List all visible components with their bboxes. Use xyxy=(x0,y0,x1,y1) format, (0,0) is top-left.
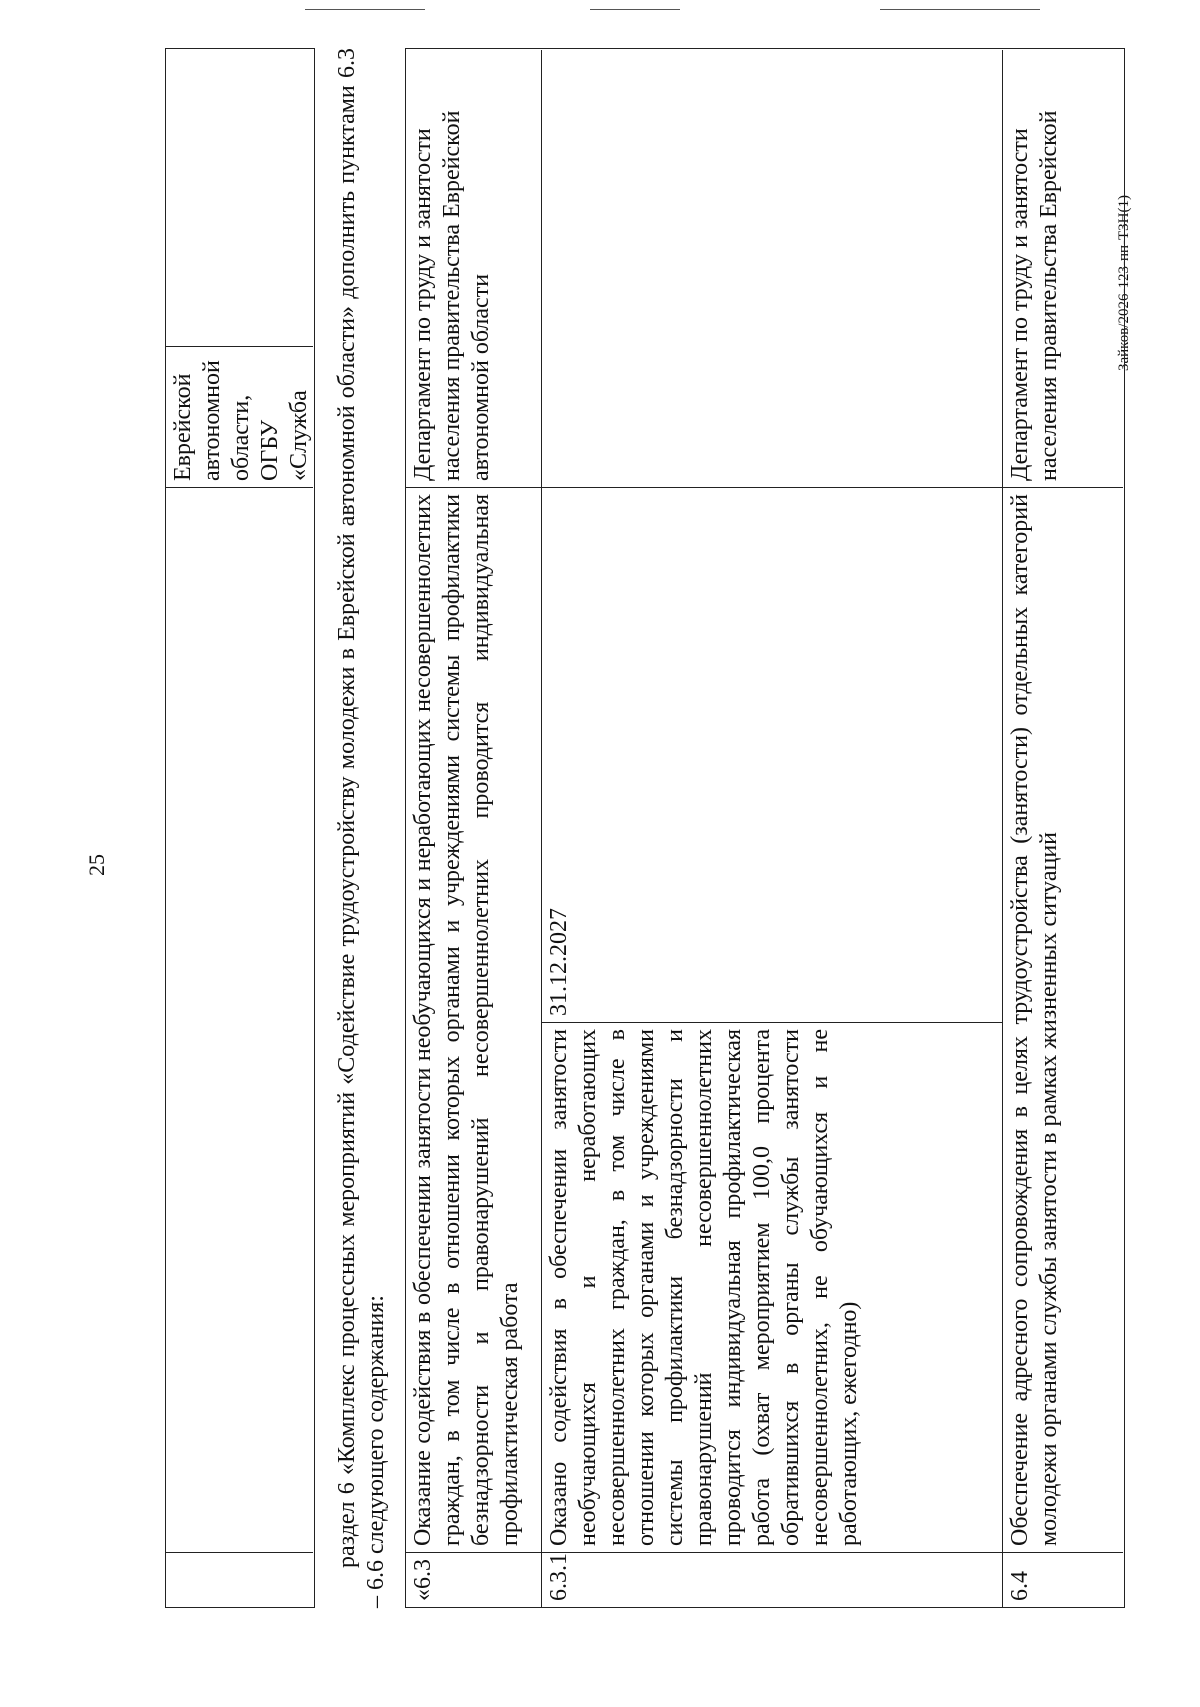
scan-edge-line xyxy=(880,9,1040,10)
scan-edge-line xyxy=(305,9,425,10)
row-6-3-1-date: 31.12.2027 xyxy=(542,487,1002,1022)
row-6-3-1-result: Оказано содействия в обеспечении занятости необучающихся и неработающих несовершеннолетних граждан, в том числе в отношении которых органами и учреждениями системы профилактики безнадзорности и правонарушений несовершеннолетних проводится индивидуальная профилактическая работа (охват мероприятием 100,0 процента обратившихся в органы службы занятости несовершеннолетних, не обучающихся и не работающих, ежегодно) xyxy=(542,1022,1002,1552)
row-6-4-title: Обеспечение адресного сопровождения в целях трудоустройства (занятости) отдельных категорий молодежи органами службы занятости в рамках жизненных ситуаций xyxy=(1003,487,1123,1552)
row-6-3-responsible: Департамент по труду и занятости населения правительства Еврейской автономной области xyxy=(410,110,494,481)
footer-code: Зайков/2026-123-пп-ТЗН(1) xyxy=(1116,195,1132,372)
top-table-cell-text xyxy=(166,487,313,1552)
top-table-org-text: Еврейской автономной области, ОГБУ «Служба xyxy=(170,360,312,481)
top-table-cell-org xyxy=(166,347,313,487)
rotated-content xyxy=(165,48,1125,1608)
intro-paragraph: раздел 6 «Комплекс процессных мероприятий «Содействие трудоустройству молодежи в Еврейской автономной области» дополнить пунктами 6.3 – 6.6 следующего содержания: xyxy=(334,48,389,1608)
row-6-4-num: 6.4 xyxy=(1003,1552,1123,1607)
row-6-4-responsible: Департамент по труду и занятости населения правительства Еврейской xyxy=(1007,110,1062,481)
row-6-3-title: Оказание содействия в обеспечении занятости необучающихся и неработающих несовершеннолетних граждан, в том числе в отношении которых органами и учреждениями системы профилактики безнадзорности и правонарушений несовершеннолетних проводится индивидуальная профилактическая работа xyxy=(406,487,541,1552)
row-6-3-1-responsible xyxy=(542,50,1002,487)
row-6-3-1-num: 6.3.1 xyxy=(542,1552,1002,1607)
page-number: 25 xyxy=(84,854,109,876)
top-table-cell-end xyxy=(166,50,313,347)
top-table-cell-num xyxy=(166,1552,313,1607)
main-table xyxy=(405,48,1125,1608)
row-6-3-num: «6.3 xyxy=(406,1552,541,1607)
scan-edge-line xyxy=(590,9,680,10)
top-table xyxy=(165,48,315,1608)
